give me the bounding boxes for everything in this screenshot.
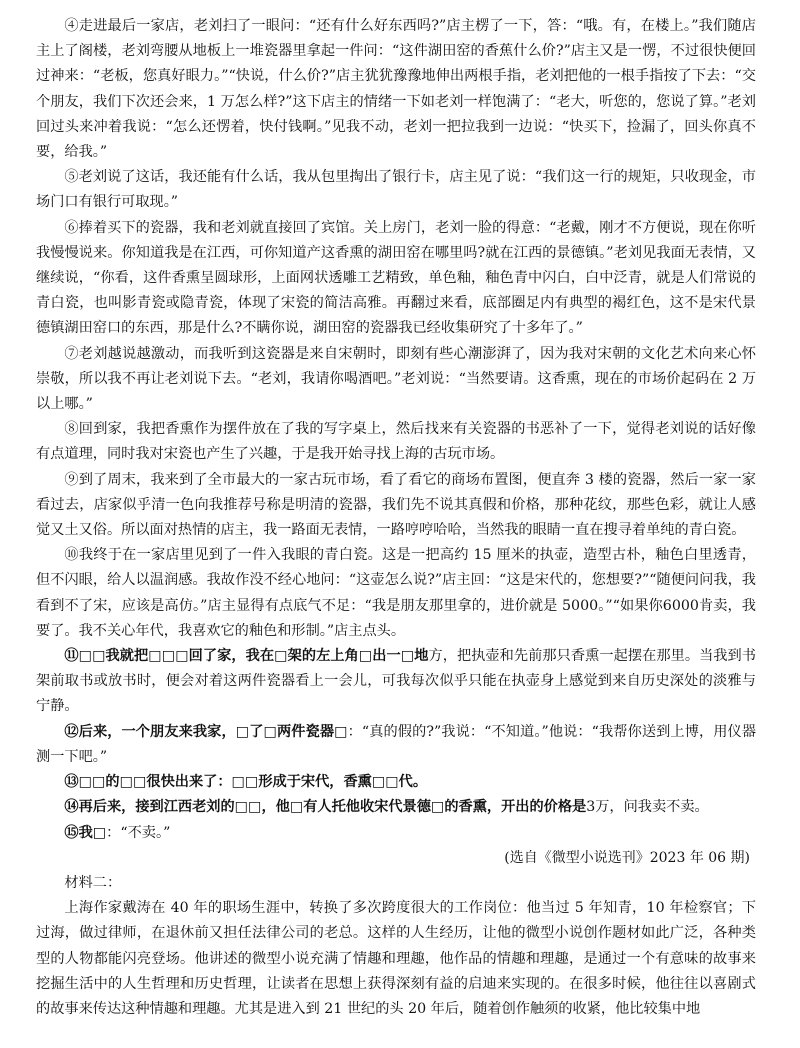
paragraph-10: ⑩我终于在一家店里见到了一件入我眼的青白瓷。这是一把高约 15 厘米的执壶，造型古朴，釉色白里透青，但不闪眼，给人以温润感。我故作没不经心地问：“这壶怎么说?”店主回：“这是宋代的，您想要?”“随便问问我，我看到不了宋，应该是高仿。”店主显得有点底气不足：“我是朋友那里拿的，进价就是 5000。”“如果你6000肯卖，我要了。我不关心年代，我喜欢它的釉色和形制。”店主点头。 — [36, 547, 756, 639]
paragraph-11-bold: ⑪□□我就把□□□回了家，我在□架的左上角□出一□地 — [64, 648, 429, 665]
paragraph-14 — [36, 795, 756, 820]
paragraph-11-text: 方，把执壶和先前那只香熏一起摆在那里。当我到书架前取书或放书时，便会对着这两件瓷器看上一会儿，可我每次似乎只能在执壶身上感觉到来自历史深处的淡雅与宁静。 — [36, 648, 756, 715]
source-citation: (选自《微型小说选刊》2023 年 06 期) — [504, 849, 750, 866]
paragraph-12-text: ：“真的假的?”我说：“不知道。”他说：“我帮你送到上博，用仪器测一下吧。” — [36, 723, 757, 765]
paragraph-6: ⑥捧着买下的瓷器，我和老刘就直接回了宾馆。关上房门，老刘一脸的得意：“老戴，刚才不方便说，现在你听我慢慢说来。你知道我是在江西，可你知道产这香熏的湖田窑在哪里吗?就在江西的景德镇。”老刘见我面无表情，又继续说，“你看，这件香熏呈圆球形，上面网状透雕工艺精致，单色釉，釉色青中闪白，白中泛青，就是人们常说的青白瓷，也叫影青瓷或隐青瓷，体现了宋瓷的简洁高雅。再翻过来看，底部圈足内有典型的褐红色，这不是宋代景德镇湖田窑口的东西，那是什么?不瞒你说，湖田窑的瓷器我已经收集研究了十多年了。” — [36, 219, 756, 337]
paragraph-12 — [36, 720, 756, 770]
paragraph-11 — [36, 644, 756, 720]
paragraph-8: ⑧回到家，我把香熏作为摆件放在了我的写字桌上，然后找来有关瓷器的书恶补了一下，觉得老刘说的话好像有点道理，同时我对宋瓷也产生了兴趣，于是我开始寻找上海的古玩市场。 — [36, 421, 756, 463]
paragraph-7: ⑦老刘越说越激动，而我听到这瓷器是来自宋朝时，即刻有些心潮澎湃了，因为我对宋朝的文化艺术向来心怀崇敬，所以我不再让老刘说下去。“老刘，我请你喝酒吧。”老刘说：“当然要请。这香熏，现在的市场价起码在 2 万以上哪。” — [36, 345, 756, 413]
paragraph-5: ⑤老刘说了这话，我还能有什么话，我从包里掏出了银行卡，店主见了说：“我们这一行的规矩，只收现金，市场门口有银行可取现。” — [36, 169, 756, 211]
paragraph-9: ⑨到了周末，我来到了全市最大的一家古玩市场，看了看它的商场布置图，便直奔 3 楼的瓷器，然后一家一家看过去，店家似乎清一色向我推荐号称是明清的瓷器，我们先不说其真假和价格，那种花纹，那些色彩，就让人感觉又土又俗。所以面对热情的店主，我一路面无表情，一路哼哼哈哈，当然我的眼睛一直在搜寻着单纯的青白瓷。 — [36, 471, 756, 539]
paragraph-13 — [36, 770, 756, 795]
paragraph-14-bold: ⑭再后来，接到江西老刘的□□，他□有人托他收宋代景德□的香熏，开出的价格是 — [64, 799, 587, 816]
paragraph-15-text: ：“不卖。” — [106, 824, 171, 841]
material-two-paragraph: 上海作家戴涛在 40 年的职场生涯中，转换了多次跨度很大的工作岗位：他当过 5 年知青，10 年检察官；下过海，做过律师，在退休前又担任法律公司的老总。这样的人生经历，让他的微型小说创作题材如此广泛，各种类型的人物都能闪亮登场。他讲述的微型小说充满了情趣和理趣，他作品的情趣和理趣，是通过一个有意味的故事来挖掘生活中的人生哲理和历史哲理，让读者在思想上获得深刻有益的启迪来实现的。在很多时候，他往往以喜剧式的故事来传达这种情趣和理趣。尤其是进入到 21 世纪的头 20 年后，随着创作触须的收紧，他比较集中地 — [36, 900, 756, 1017]
material-two-label: 材料二： — [64, 874, 122, 891]
paragraph-13-bold: ⑬□□的□□很快出来了：□□形成于宋代，香熏□□代。 — [64, 774, 428, 791]
paragraph-4: ④走进最后一家店，老刘扫了一眼问：“还有什么好东西吗?”店主楞了一下，答：“哦。有，在楼上。”我们随店主上了阁楼，老刘弯腰从地板上一堆瓷器里拿起一件问：“这件湖田窑的香蕉什么价?”店主又是一愣，不过很快便回过神来：“老板，您真好眼力。”“快说，什么价?”店主犹犹豫豫地伸出两根手指，老刘把他的一根手指按了下去：“交个朋友，我们下次还会来，1 万怎么样?”这下店主的情绪一下如老刘一样饱满了：“老大，听您的，您说了算。”老刘回过头来冲着我说：“怎么还愣着，快付钱啊。”见我不动，老刘一把拉我到一边说：“快买下，捡漏了，回头你真不要，给我。” — [36, 18, 756, 161]
paragraph-15 — [36, 821, 756, 846]
paragraph-15-bold: ⑮我□ — [64, 824, 107, 841]
paragraph-14-text: 3万，问我卖不卖。 — [586, 799, 709, 816]
paragraph-12-bold: ⑫后来，一个朋友来我家，□了□两件瓷器□ — [64, 723, 348, 740]
